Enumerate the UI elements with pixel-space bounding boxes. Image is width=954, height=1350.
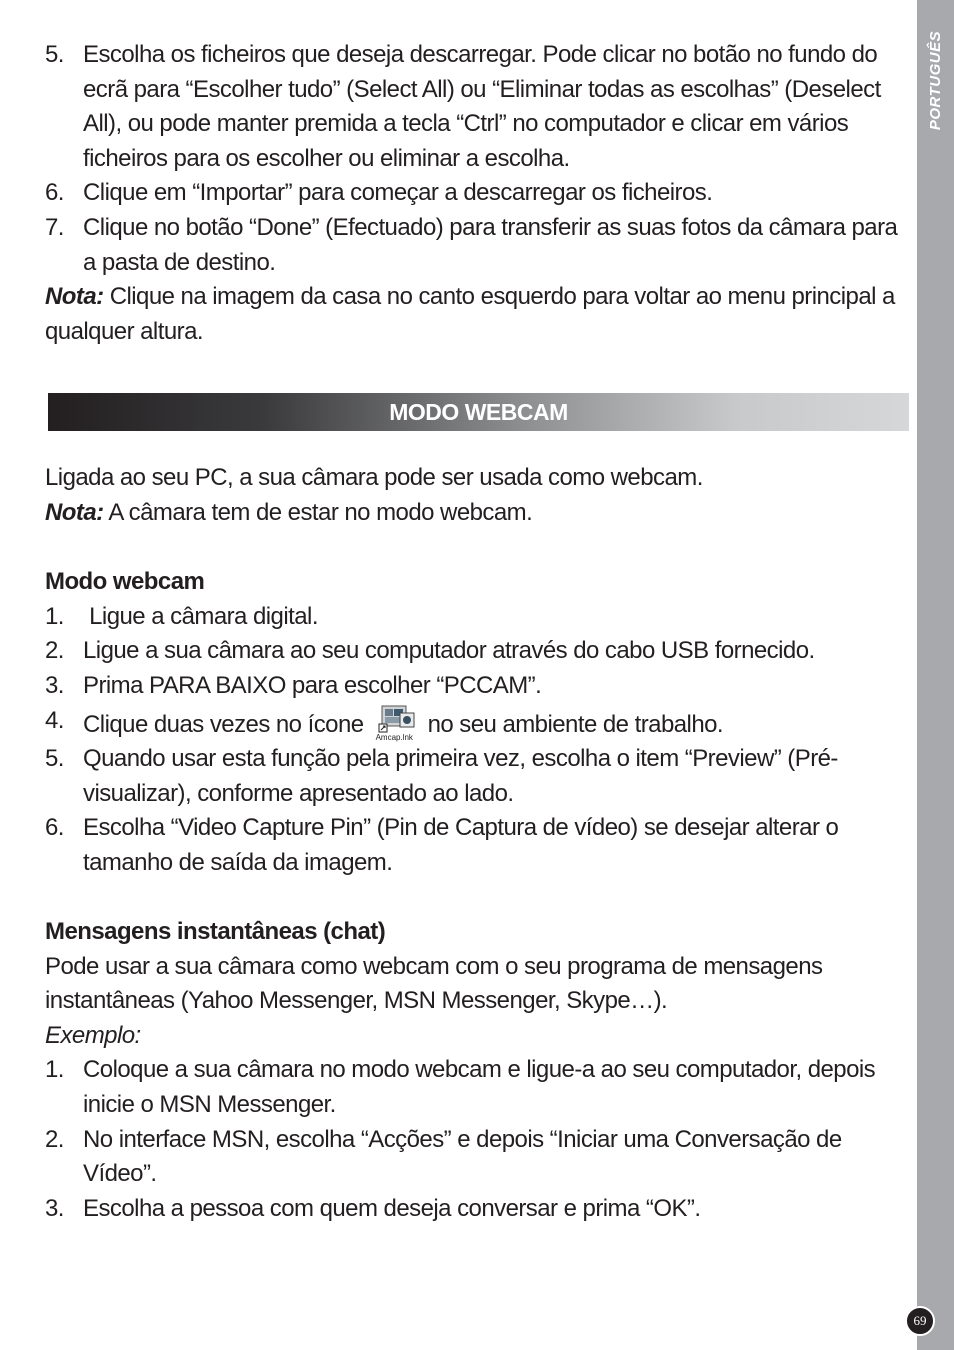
list-text: Escolha “Video Capture Pin” (Pin de Captura de vídeo) se desejar alterar o tamanho de saída da imagem. [83, 814, 839, 876]
list-number: 6. [45, 814, 64, 842]
list-item [45, 669, 911, 704]
note-label: Nota: [45, 498, 104, 526]
list-item [45, 704, 911, 743]
list-text: Quando usar esta função pela primeira vez, escolha o item “Preview” (Pré-visualizar), conforme apresentado ao lado. [83, 745, 838, 807]
list-number: 5. [45, 745, 64, 773]
list-number: 3. [45, 671, 64, 699]
note-paragraph [45, 280, 911, 349]
page-number: 69 [905, 1306, 935, 1336]
list-number: 7. [45, 213, 64, 241]
list-text: Ligue a sua câmara ao seu computador através do cabo USB fornecido. [83, 637, 815, 665]
list-number: 6. [45, 179, 64, 207]
page-content [45, 38, 911, 1226]
note-paragraph [45, 496, 911, 531]
list-text: Ligue a câmara digital. [83, 602, 318, 630]
list-number: 1. [45, 1056, 64, 1084]
list-text: Clique no botão “Done” (Efectuado) para transferir as suas fotos da câmara para a pasta de destino. [83, 213, 898, 276]
section-header-bar [48, 393, 909, 431]
example-label: Exemplo: [45, 1021, 141, 1049]
list-item [45, 211, 911, 280]
icon-caption: Amcap.lnk [375, 732, 413, 742]
list-text: Escolha a pessoa com quem deseja conversar e prima “OK”. [83, 1194, 701, 1222]
list-item [45, 1192, 911, 1227]
list-text: Coloque a sua câmara no modo webcam e ligue-a ao seu computador, depois inicie o MSN Messenger. [83, 1056, 876, 1119]
note-label: Nota: [45, 283, 104, 311]
chat-intro: Pode usar a sua câmara como webcam com o seu programa de mensagens instantâneas (Yahoo Messenger, MSN Messenger, Skype…). [45, 952, 823, 1015]
amcap-app-icon [375, 704, 418, 742]
list-number: 4. [45, 706, 64, 734]
language-tab-label [917, 0, 954, 160]
note-text: Clique na imagem da casa no canto esquerdo para voltar ao menu principal a qualquer altura. [45, 283, 895, 345]
list-item [45, 600, 911, 635]
language-side-tab [917, 0, 954, 1350]
list-item [45, 634, 911, 669]
webcam-heading: Modo webcam [45, 568, 205, 596]
chat-heading: Mensagens instantâneas (chat) [45, 918, 386, 946]
intro-paragraph: Ligada ao seu PC, a sua câmara pode ser usada como webcam. [45, 464, 703, 492]
list-item [45, 176, 911, 211]
section-title: MODO WEBCAM [389, 399, 568, 426]
list-item [45, 1053, 911, 1122]
list-number: 2. [45, 637, 64, 665]
list-text [83, 704, 911, 743]
list-item [45, 1123, 911, 1192]
language-label-text: PORTUGUÊS [927, 30, 944, 130]
list-text: No interface MSN, escolha “Acções” e depois “Iniciar uma Conversação de Vídeo”. [83, 1125, 842, 1188]
list-text: Clique em “Importar” para começar a descarregar os ficheiros. [83, 179, 713, 207]
list-number: 5. [45, 41, 64, 68]
list-item [45, 811, 911, 880]
list-number: 1. [45, 602, 64, 630]
list-text-after-icon: no seu ambiente de trabalho. [427, 710, 724, 738]
list-number: 3. [45, 1194, 64, 1222]
list-item [45, 38, 911, 176]
list-text: Prima PARA BAIXO para escolher “PCCAM”. [83, 671, 542, 699]
list-number: 2. [45, 1125, 64, 1153]
list-text-before-icon: Clique duas vezes no ícone [83, 710, 364, 738]
list-item [45, 742, 911, 811]
list-text: Escolha os ficheiros que deseja descarregar. Pode clicar no botão no fundo do ecrã para “Escolher tudo” (Select All) ou “Eliminar todas as escolhas” (Deselect All), ou pode manter premida a tecla “Ctrl” no computador e clicar em vários ficheiros para os escolher ou eliminar a escolha. [83, 41, 881, 172]
note-text: A câmara tem de estar no modo webcam. [103, 498, 533, 526]
